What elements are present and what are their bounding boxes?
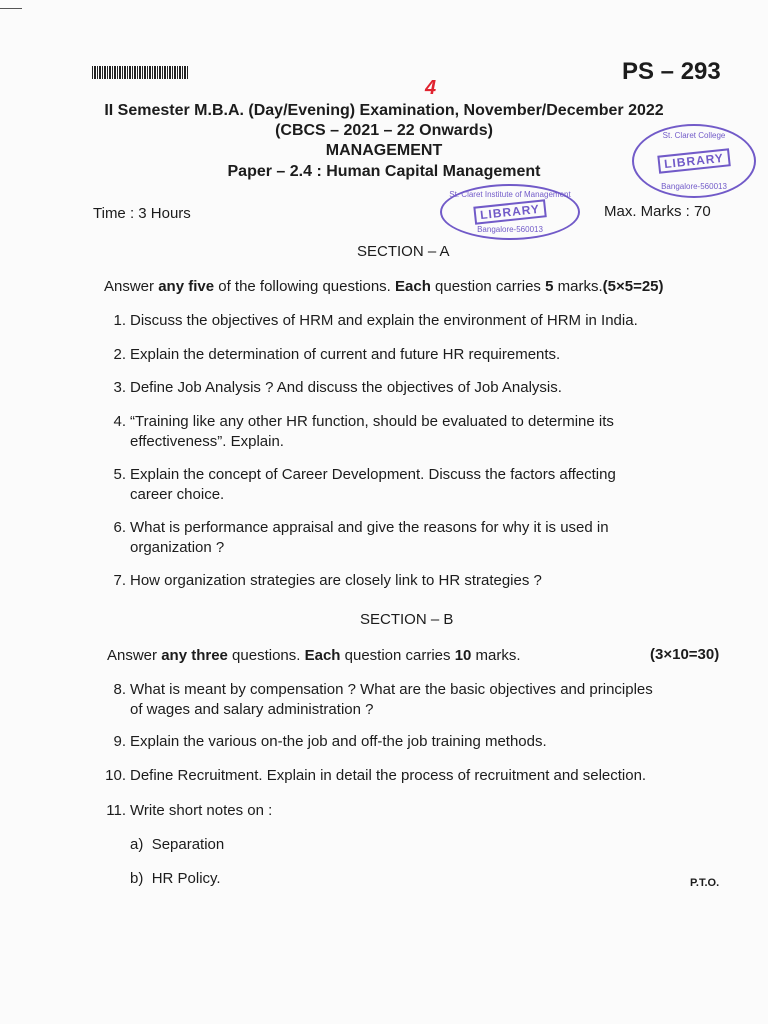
- question-text: What is performance appraisal and give the reasons for why it is used in: [130, 519, 609, 536]
- section-a-title: SECTION – A: [357, 243, 450, 260]
- question-text: “Training like any other HR function, should be evaluated to determine its: [130, 413, 614, 430]
- question-text: Define Recruitment. Explain in detail the process of recruitment and selection.: [130, 767, 647, 784]
- stamp-ring-text: St. Claret Institute of Management: [449, 190, 571, 199]
- question-8: [104, 680, 653, 720]
- question-text: How organization strategies are closely link to HR strategies ?: [130, 572, 542, 589]
- instr-text: question carries: [430, 278, 546, 295]
- question-1: [104, 311, 638, 331]
- handwritten-mark: 4: [425, 77, 437, 99]
- question-text: Define Job Analysis ? And discuss the objectives of Job Analysis.: [130, 379, 562, 396]
- subpart-a: [130, 836, 224, 854]
- subpart-text: Separation: [151, 836, 225, 853]
- scheme-line: (CBCS – 2021 – 22 Onwards): [275, 122, 493, 139]
- question-number: 5.: [113, 466, 126, 483]
- question-number: 8.: [113, 681, 126, 698]
- section-a-marks: (5×5=25): [602, 278, 664, 295]
- exam-title: II Semester M.B.A. (Day/Evening) Examination, November/December 2022: [104, 102, 664, 119]
- paper-code: PS – 293: [622, 58, 721, 85]
- instr-bold: Each: [304, 647, 341, 664]
- subpart-label: a): [130, 836, 144, 853]
- instr-text: question carries: [340, 647, 455, 664]
- question-number: 2.: [113, 346, 126, 363]
- question-number: 10.: [105, 767, 126, 784]
- question-2: [104, 345, 560, 365]
- question-text: Explain the determination of current and future HR requirements.: [130, 346, 561, 363]
- question-text: Explain the concept of Career Development. Discuss the factors affecting: [130, 466, 616, 483]
- paper-title: Paper – 2.4 : Human Capital Management: [227, 163, 541, 180]
- question-number: 11.: [106, 802, 126, 819]
- pto-label: P.T.O.: [690, 877, 720, 889]
- institute-library-stamp: [440, 184, 580, 240]
- section-b-title: SECTION – B: [360, 611, 454, 628]
- question-4: [104, 412, 614, 452]
- instr-bold: 5: [545, 278, 554, 295]
- question-number: 6.: [113, 519, 126, 536]
- stamp-ring-text: Bangalore-560013: [661, 182, 727, 191]
- max-marks-label: Max. Marks : 70: [604, 203, 711, 220]
- stamp-label: LIBRARY: [473, 199, 546, 224]
- instr-bold: any three: [161, 647, 228, 664]
- instr-text: Answer: [104, 278, 159, 295]
- college-library-stamp: [632, 124, 756, 198]
- question-9: [104, 732, 547, 752]
- instr-text: questions.: [227, 647, 305, 664]
- stamp-label: LIBRARY: [657, 148, 730, 173]
- scan-edge-line: [0, 8, 22, 9]
- question-5: [104, 465, 616, 505]
- question-number: 3.: [113, 379, 126, 396]
- question-number: 1.: [113, 312, 126, 329]
- instr-text: marks.: [471, 647, 521, 664]
- question-text: Discuss the objectives of HRM and explain the environment of HRM in India.: [130, 312, 638, 329]
- question-number: 9.: [113, 733, 126, 750]
- question-text-cont: effectiveness”. Explain.: [130, 433, 284, 450]
- question-11: [104, 801, 272, 821]
- question-text-cont: organization ?: [130, 539, 225, 556]
- section-b-marks: (3×10=30): [650, 646, 720, 663]
- section-b-instructions: [107, 647, 521, 665]
- instr-text: marks.: [553, 278, 603, 295]
- question-text: Write short notes on :: [130, 802, 273, 819]
- stamp-ring-text: Bangalore-560013: [477, 225, 543, 234]
- stamp-ring-text: St. Claret College: [662, 131, 726, 140]
- subpart-label: b): [130, 870, 144, 887]
- instr-text: Answer: [107, 647, 162, 664]
- question-number: 4.: [113, 413, 126, 430]
- question-3: [104, 378, 562, 398]
- instr-bold: 10: [454, 647, 472, 664]
- section-a-instructions: [104, 278, 664, 296]
- barcode: [92, 66, 188, 79]
- instr-bold: any five: [158, 278, 215, 295]
- question-7: [104, 571, 542, 591]
- question-text-cont: career choice.: [130, 486, 225, 503]
- question-text-cont: of wages and salary administration ?: [130, 701, 374, 718]
- time-label: Time : 3 Hours: [93, 205, 191, 222]
- question-number: 7.: [113, 572, 126, 589]
- question-10: [104, 766, 646, 786]
- instr-text: of the following questions.: [214, 278, 396, 295]
- subpart-b: [130, 870, 221, 888]
- question-6: [104, 518, 609, 558]
- subject-line: MANAGEMENT: [325, 142, 443, 159]
- subpart-text: HR Policy.: [151, 870, 221, 887]
- question-text: Explain the various on-the job and off-the job training methods.: [130, 733, 547, 750]
- instr-bold: Each: [395, 278, 431, 295]
- question-text: What is meant by compensation ? What are the basic objectives and principles: [130, 681, 653, 698]
